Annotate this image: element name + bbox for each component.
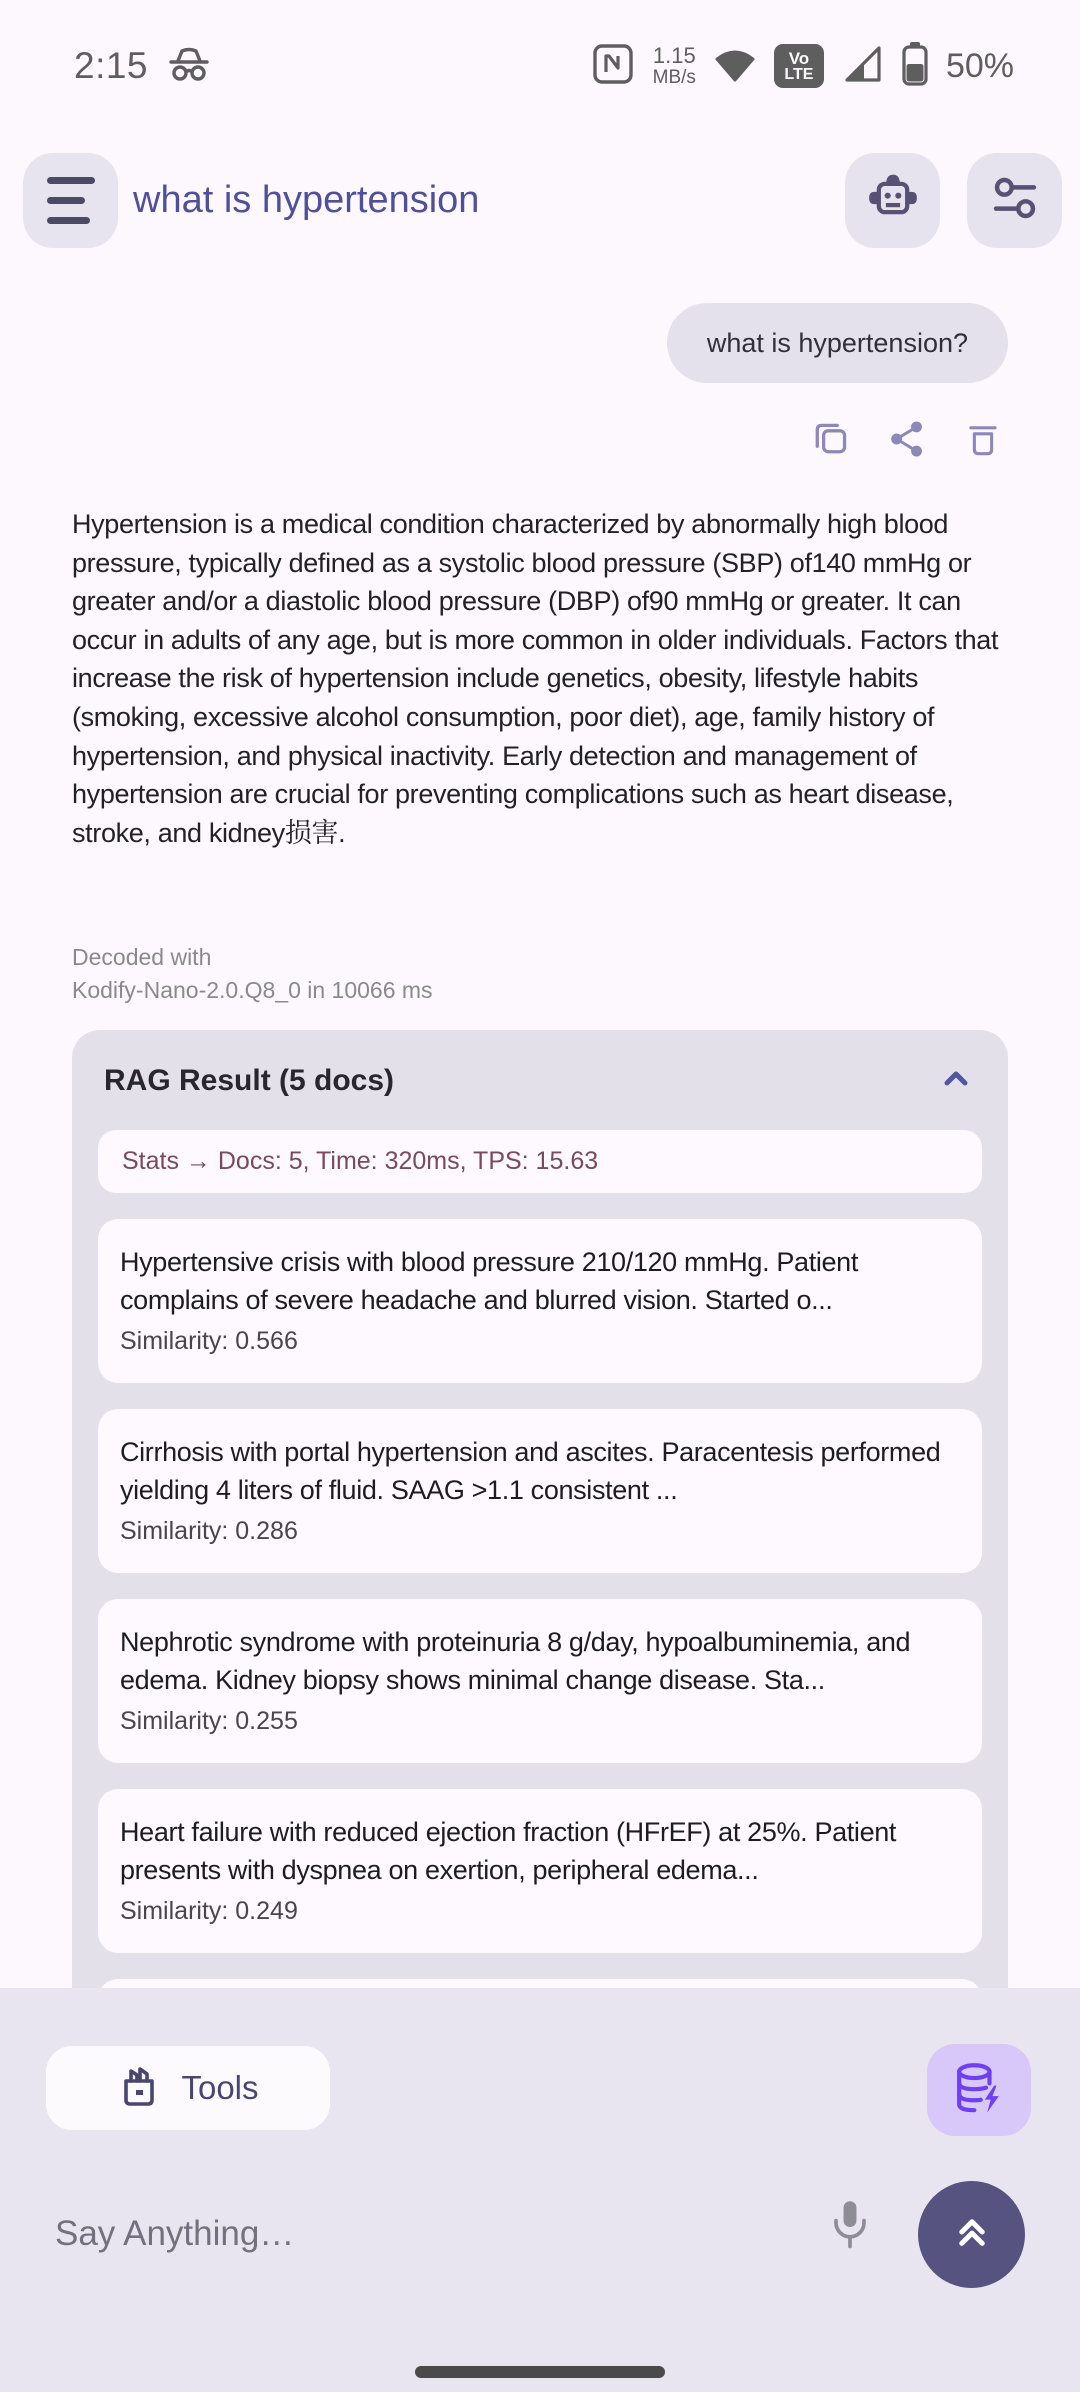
doc-snippet: Hypertensive crisis with blood pressure 210/120 mmHg. Patient complains of severe headache and blurred vision. Started o... <box>120 1247 858 1315</box>
rag-doc-card[interactable] <box>98 1599 982 1763</box>
doc-snippet: Heart failure with reduced ejection fraction (HFrEF) at 25%. Patient presents with dyspnea on exertion, peripheral edema... <box>120 1817 897 1885</box>
microphone-icon[interactable] <box>826 2198 874 2259</box>
rag-stats: Stats → Docs: 5, Time: 320ms, TPS: 15.63 <box>98 1130 982 1193</box>
status-bar <box>0 38 1080 94</box>
bottom-bar <box>0 1988 1080 2392</box>
doc-similarity: Similarity: 0.255 <box>120 1707 298 1735</box>
volte-badge: Vo LTE <box>774 44 824 88</box>
rag-panel-title: RAG Result (5 docs) <box>104 1064 395 1097</box>
gesture-handle[interactable] <box>415 2366 665 2378</box>
user-message-bubble: what is hypertension? <box>667 303 1008 383</box>
doc-similarity: Similarity: 0.566 <box>120 1327 298 1355</box>
doc-similarity: Similarity: 0.286 <box>120 1517 298 1545</box>
wifi-icon <box>714 45 756 88</box>
settings-button[interactable] <box>967 153 1062 248</box>
clock: 2:15 <box>74 45 149 86</box>
menu-button[interactable] <box>23 153 118 248</box>
doc-snippet: Cirrhosis with portal hypertension and ascites. Paracentesis performed yielding 4 liters of fluid. SAAG >1.1 consistent ... <box>120 1437 941 1505</box>
rag-panel-header[interactable] <box>98 1056 982 1106</box>
battery-percent: 50% <box>945 46 1014 85</box>
incognito-icon <box>166 44 212 89</box>
header <box>0 153 1080 248</box>
double-chevron-up-icon <box>947 2207 997 2262</box>
cellular-signal-icon <box>842 43 884 90</box>
sliders-icon <box>989 172 1041 229</box>
rag-database-button[interactable] <box>927 2044 1031 2136</box>
page-title: what is hypertension <box>133 179 480 221</box>
robot-icon <box>867 172 919 229</box>
rag-doc-card[interactable] <box>98 1789 982 1953</box>
tools-button-label: Tools <box>181 2069 259 2106</box>
rag-doc-card[interactable] <box>98 1409 982 1573</box>
tools-button[interactable] <box>46 2046 330 2130</box>
battery-icon <box>902 42 928 91</box>
network-speed: 1.15 MB/s <box>652 43 696 88</box>
chevron-up-icon[interactable] <box>938 1061 974 1102</box>
delete-icon[interactable] <box>964 420 1002 458</box>
doc-similarity: Similarity: 0.249 <box>120 1897 298 1925</box>
scroll-to-top-button[interactable] <box>918 2181 1025 2288</box>
hamburger-icon <box>47 177 95 224</box>
message-input[interactable]: Say Anything… <box>55 2214 295 2253</box>
message-actions <box>810 419 1002 459</box>
decode-info <box>72 941 433 1007</box>
model-button[interactable] <box>845 153 940 248</box>
decode-info-label: Decoded with <box>72 944 212 970</box>
database-flash-icon <box>951 2060 1007 2121</box>
share-icon[interactable] <box>888 420 926 458</box>
copy-icon[interactable] <box>810 419 850 459</box>
assistant-message: Hypertension is a medical condition characterized by abnormally high blood pressure, typically defined as a systolic blood pressure (SBP) of140 mmHg or greater and/or a diastolic blood pressure (DBP) of90 mmHg or greater. It can occur in adults of any age, but is more common in older individuals. Factors that increase the risk of hypertension include genetics, obesity, lifestyle habits (smoking, excessive alcohol consumption, poor diet), age, family history of hypertension, and physical inactivity. Early detection and management of hypertension are crucial for preventing complications such as heart disease, stroke, and kidney损害. <box>72 509 999 848</box>
nfc-icon <box>591 42 635 91</box>
rag-doc-card[interactable] <box>98 1219 982 1383</box>
decode-info-detail: Kodify-Nano-2.0.Q8_0 in 10066 ms <box>72 977 433 1003</box>
toolbox-icon <box>117 2064 161 2113</box>
doc-snippet: Nephrotic syndrome with proteinuria 8 g/day, hypoalbuminemia, and edema. Kidney biopsy shows minimal change disease. Sta... <box>120 1627 911 1695</box>
